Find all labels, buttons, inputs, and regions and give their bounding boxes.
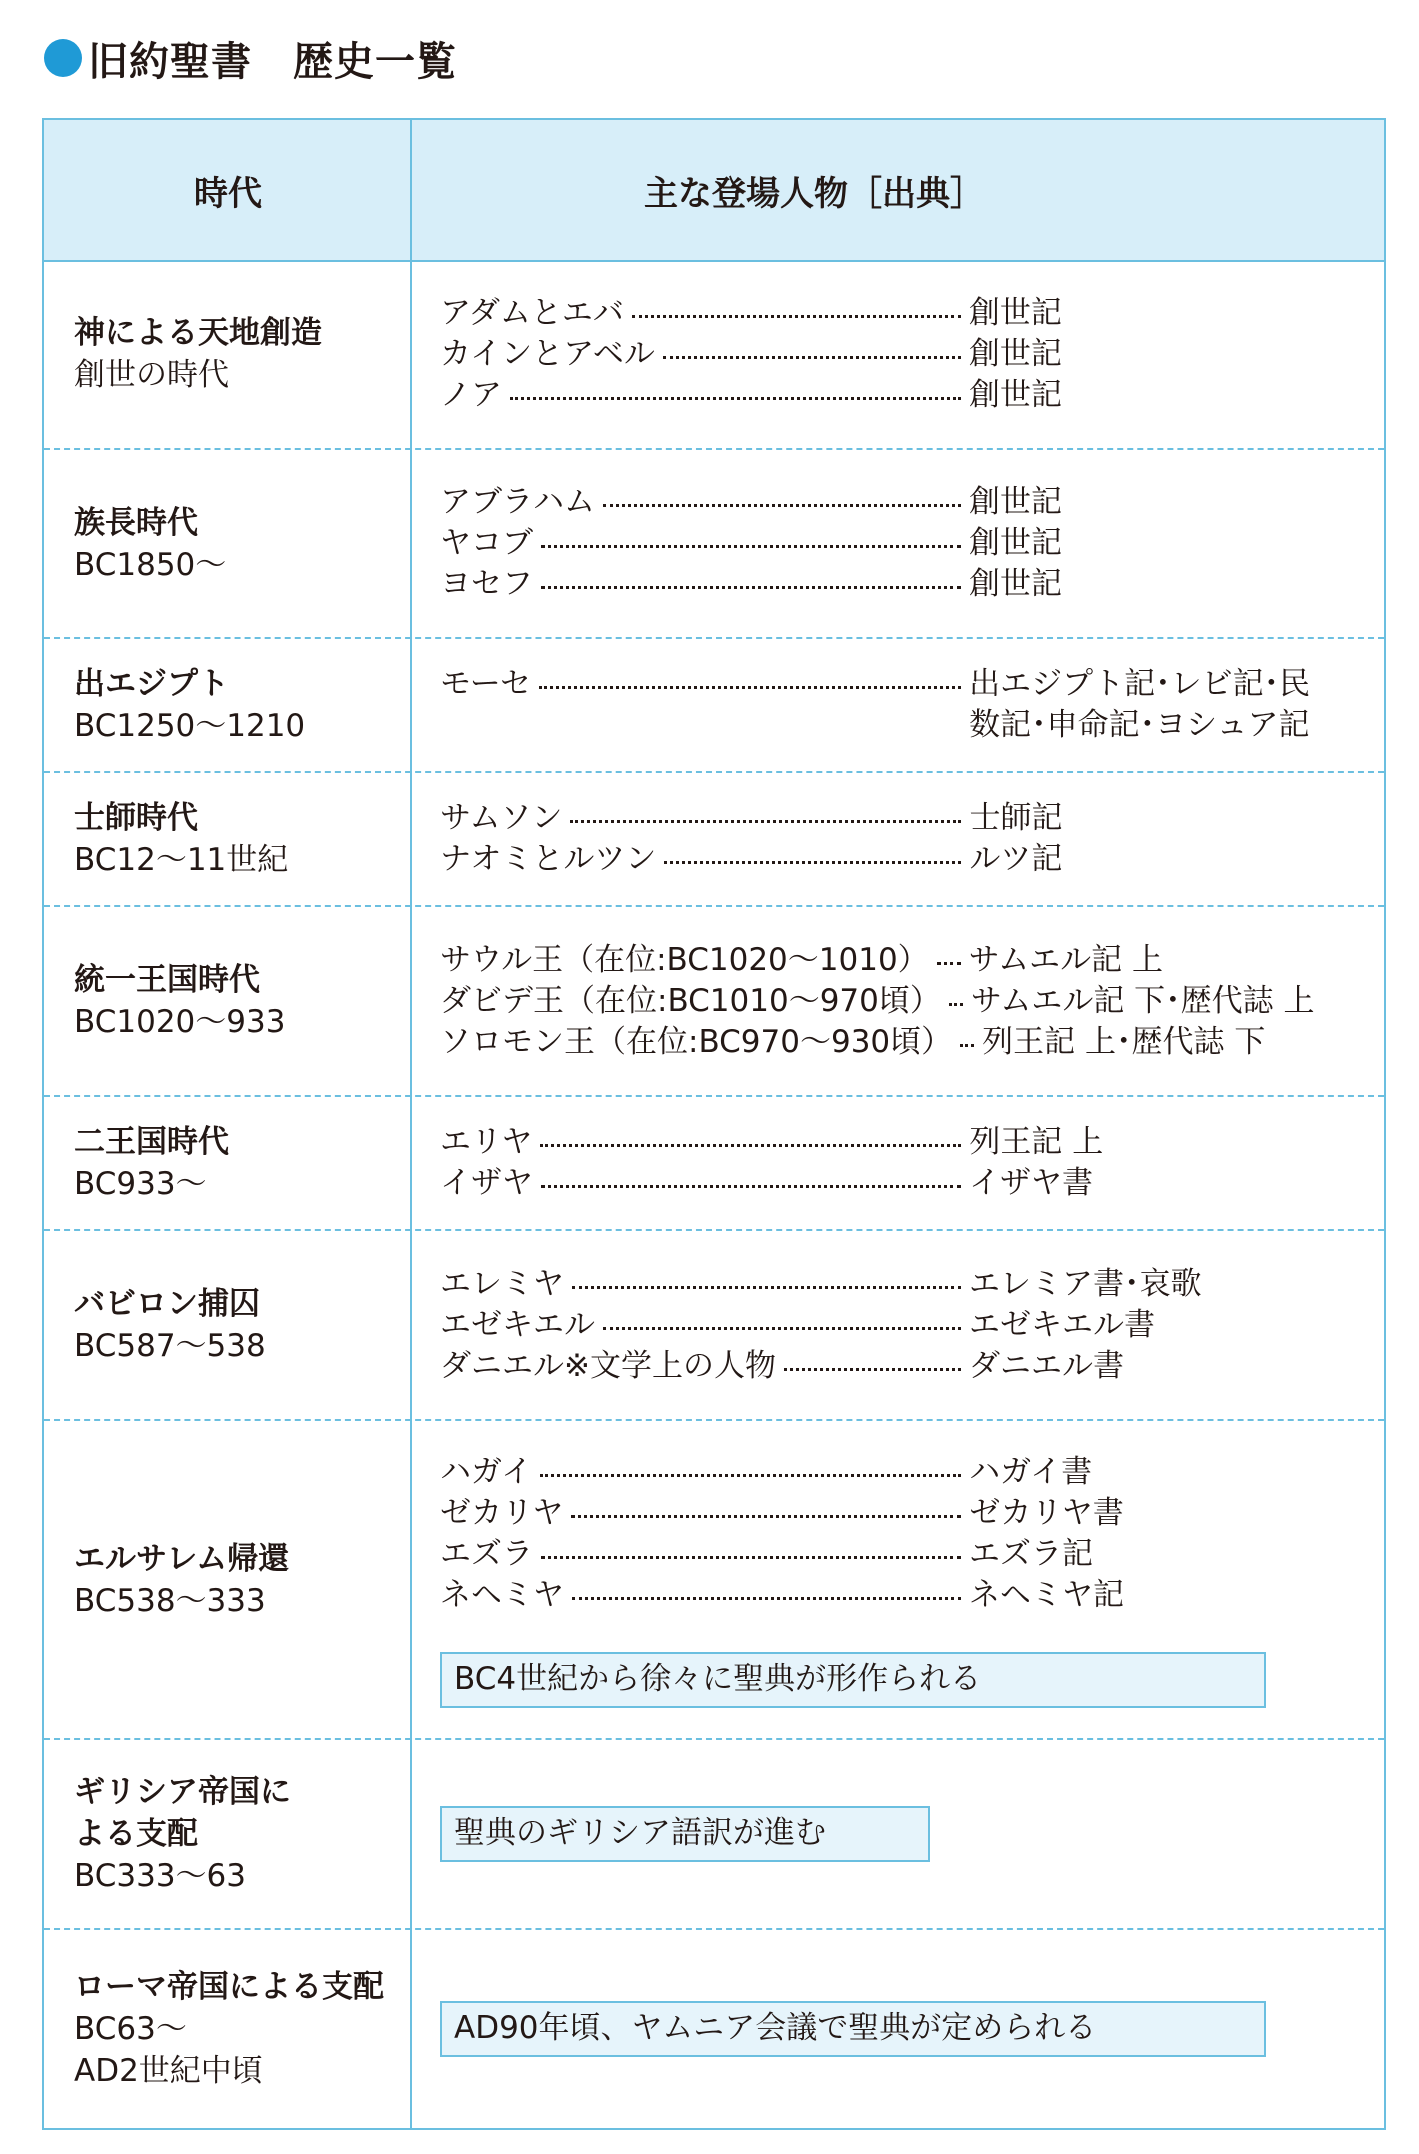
- table-row: [44, 639, 1384, 773]
- era-period: 創世の時代: [74, 357, 229, 393]
- era-name: ギリシア帝国に: [74, 1774, 291, 1810]
- person-entry: [440, 334, 1350, 375]
- person-entry: [440, 375, 1350, 416]
- source-book: 創世記: [968, 335, 1062, 372]
- dotted-leader: [949, 1003, 963, 1006]
- table-row: [44, 1231, 1384, 1421]
- person-name: カインとアベル: [440, 335, 655, 372]
- person-name: ダニエル※文学上の人物: [440, 1347, 776, 1384]
- person-entry: [440, 1022, 1350, 1063]
- dotted-leader: [937, 962, 961, 965]
- source-book: ハガイ書: [969, 1453, 1093, 1490]
- source-book: 創世記: [969, 525, 1062, 561]
- dotted-leader: [541, 586, 961, 589]
- page-title: [44, 30, 457, 86]
- person-name: ノア: [440, 376, 502, 413]
- dotted-leader: [541, 545, 961, 548]
- source-book: 創世記: [969, 484, 1062, 520]
- table-row: [44, 1421, 1384, 1740]
- people-cell: [440, 1930, 1350, 2128]
- person-entry: [440, 564, 1350, 605]
- table-row: [44, 773, 1384, 907]
- dotted-leader: [572, 1286, 961, 1289]
- era-period: BC63〜: [74, 2011, 187, 2047]
- person-entry: [440, 940, 1350, 981]
- person-name: アダムとエバ: [440, 294, 624, 331]
- era-cell: [74, 260, 394, 448]
- person-name: ダビデ王（在位:BC1010〜970頃）: [440, 982, 941, 1019]
- people-cell: [440, 907, 1350, 1095]
- era-name: エルサレム帰還: [74, 1540, 290, 1577]
- source-book: ルツ記: [969, 841, 1063, 877]
- person-name: ハガイ: [440, 1453, 533, 1490]
- table-row: [44, 260, 1384, 450]
- era-period: BC12〜11世紀: [74, 842, 289, 878]
- era-cell: [74, 773, 394, 905]
- era-name: 二王国時代: [74, 1124, 229, 1160]
- person-name: ネヘミヤ: [440, 1576, 564, 1613]
- dotted-leader: [570, 820, 961, 823]
- person-name: エズラ: [440, 1535, 533, 1572]
- note-box: BC4世紀から徐々に聖典が形作られる: [440, 1652, 1266, 1708]
- era-cell: [74, 1930, 394, 2128]
- source-book: エレミア書･哀歌: [969, 1265, 1202, 1302]
- source-book: ダニエル書: [968, 1347, 1124, 1384]
- person-entry: [440, 839, 1350, 880]
- dotted-leader: [541, 1556, 961, 1559]
- person-name: サウル王（在位:BC1020〜1010）: [440, 941, 929, 978]
- table-row: [44, 1930, 1384, 2128]
- person-name: エリヤ: [440, 1124, 533, 1160]
- person-name: ゼカリヤ: [440, 1494, 564, 1531]
- dotted-leader: [784, 1368, 961, 1371]
- person-name: ナオミとルツン: [440, 841, 657, 877]
- era-period: BC933〜: [74, 1166, 207, 1202]
- era-name: 族長時代: [74, 504, 198, 541]
- person-entry: [440, 482, 1350, 523]
- source-book: サムエル記 上: [968, 941, 1163, 978]
- era-name: ローマ帝国による支配: [74, 1969, 384, 2005]
- person-entry: [440, 1575, 1350, 1616]
- dotted-leader: [571, 1515, 961, 1518]
- dotted-leader: [510, 397, 961, 400]
- era-cell: [74, 450, 394, 637]
- person-entry: [440, 1534, 1350, 1575]
- person-entry: [440, 523, 1350, 564]
- table-row: [44, 450, 1384, 639]
- source-book: 列王記 上･歴代誌 下: [982, 1023, 1266, 1060]
- era-cell: [74, 1740, 394, 1928]
- person-entry: [440, 1122, 1350, 1163]
- person-name: ソロモン王（在位:BC970〜930頃）: [440, 1023, 953, 1060]
- person-entry: [440, 1305, 1350, 1346]
- era-period: BC538〜333: [74, 1582, 266, 1619]
- person-name: サムソン: [440, 800, 563, 836]
- dotted-leader: [663, 356, 961, 359]
- era-name: バビロン捕囚: [74, 1286, 260, 1322]
- era-period: BC1850〜: [74, 546, 227, 583]
- era-name: 神による天地創造: [74, 315, 322, 351]
- person-entry: [440, 664, 1350, 746]
- people-cell: [440, 260, 1350, 448]
- people-cell: [440, 1740, 1350, 1928]
- era-name: よる支配: [74, 1816, 198, 1852]
- era-cell: [74, 639, 394, 771]
- era-name: 出エジプト: [74, 666, 229, 702]
- person-name: アブラハム: [440, 484, 595, 520]
- bullet-dot-icon: [44, 39, 82, 77]
- person-entry: [440, 798, 1350, 839]
- source-book: 創世記: [969, 566, 1062, 602]
- dotted-leader: [960, 1044, 974, 1047]
- person-name: エレミヤ: [440, 1265, 564, 1302]
- source-book: 出エジプト記･レビ記･民数記･申命記･ヨシュア記: [969, 666, 1311, 743]
- source-book: ゼカリヤ書: [969, 1494, 1124, 1531]
- era-period: BC1250〜1210: [74, 708, 306, 744]
- table-row: [44, 1740, 1384, 1930]
- source-book: 創世記: [969, 376, 1062, 413]
- source-book: エゼキエル書: [969, 1306, 1155, 1343]
- source-book: 創世記: [968, 294, 1062, 331]
- person-entry: [440, 1346, 1350, 1387]
- source-book: 列王記 上: [969, 1124, 1104, 1160]
- dotted-leader: [632, 315, 961, 318]
- source-book: ネヘミヤ記: [969, 1576, 1124, 1613]
- source-book: エズラ記: [969, 1535, 1093, 1572]
- dotted-leader: [539, 686, 961, 689]
- dotted-leader: [541, 1185, 961, 1188]
- dotted-leader: [603, 504, 961, 507]
- person-entry: [440, 1452, 1350, 1493]
- page-title-text: 旧約聖書 歴史一覧: [88, 38, 457, 85]
- era-name: 士師時代: [74, 800, 198, 836]
- person-entry: [440, 981, 1350, 1022]
- history-table: [42, 118, 1386, 2130]
- era-period: BC333〜63: [74, 1858, 246, 1894]
- note-box: AD90年頃、ヤムニア会議で聖典が定められる: [440, 2001, 1266, 2057]
- people-cell: [440, 773, 1350, 905]
- person-name: ヨセフ: [440, 566, 533, 602]
- person-name: ヤコブ: [440, 525, 533, 561]
- dotted-leader: [540, 1144, 961, 1147]
- people-cell: [440, 1231, 1350, 1419]
- person-name: エゼキエル: [440, 1306, 595, 1343]
- header-era: 時代: [194, 173, 262, 214]
- person-entry: [440, 293, 1350, 334]
- table-header: [44, 120, 1384, 262]
- person-name: モーセ: [440, 666, 532, 702]
- person-entry: [440, 1163, 1350, 1204]
- people-cell: [440, 639, 1350, 771]
- table-row: [44, 1097, 1384, 1231]
- dotted-leader: [664, 861, 961, 864]
- dotted-leader: [540, 1474, 961, 1477]
- people-cell: [440, 1421, 1350, 1738]
- era-cell: [74, 907, 394, 1095]
- era-period: BC587〜538: [74, 1328, 266, 1364]
- era-cell: [74, 1097, 394, 1229]
- era-cell: [74, 1421, 394, 1738]
- person-entry: [440, 1264, 1350, 1305]
- header-people: 主な登場人物［出典］: [644, 173, 984, 214]
- people-cell: [440, 1097, 1350, 1229]
- table-row: [44, 907, 1384, 1097]
- source-book: イザヤ書: [969, 1165, 1093, 1201]
- dotted-leader: [603, 1327, 961, 1330]
- dotted-leader: [572, 1597, 961, 1600]
- person-entry: [440, 1493, 1350, 1534]
- era-period: AD2世紀中頃: [74, 2053, 263, 2089]
- era-name: 統一王国時代: [74, 962, 260, 998]
- source-book: サムエル記 下･歴代誌 上: [970, 982, 1315, 1019]
- era-period: BC1020〜933: [74, 1004, 286, 1040]
- source-book: 士師記: [969, 800, 1063, 836]
- people-cell: [440, 450, 1350, 637]
- note-box: 聖典のギリシア語訳が進む: [440, 1806, 930, 1862]
- person-name: イザヤ: [440, 1165, 533, 1201]
- era-cell: [74, 1231, 394, 1419]
